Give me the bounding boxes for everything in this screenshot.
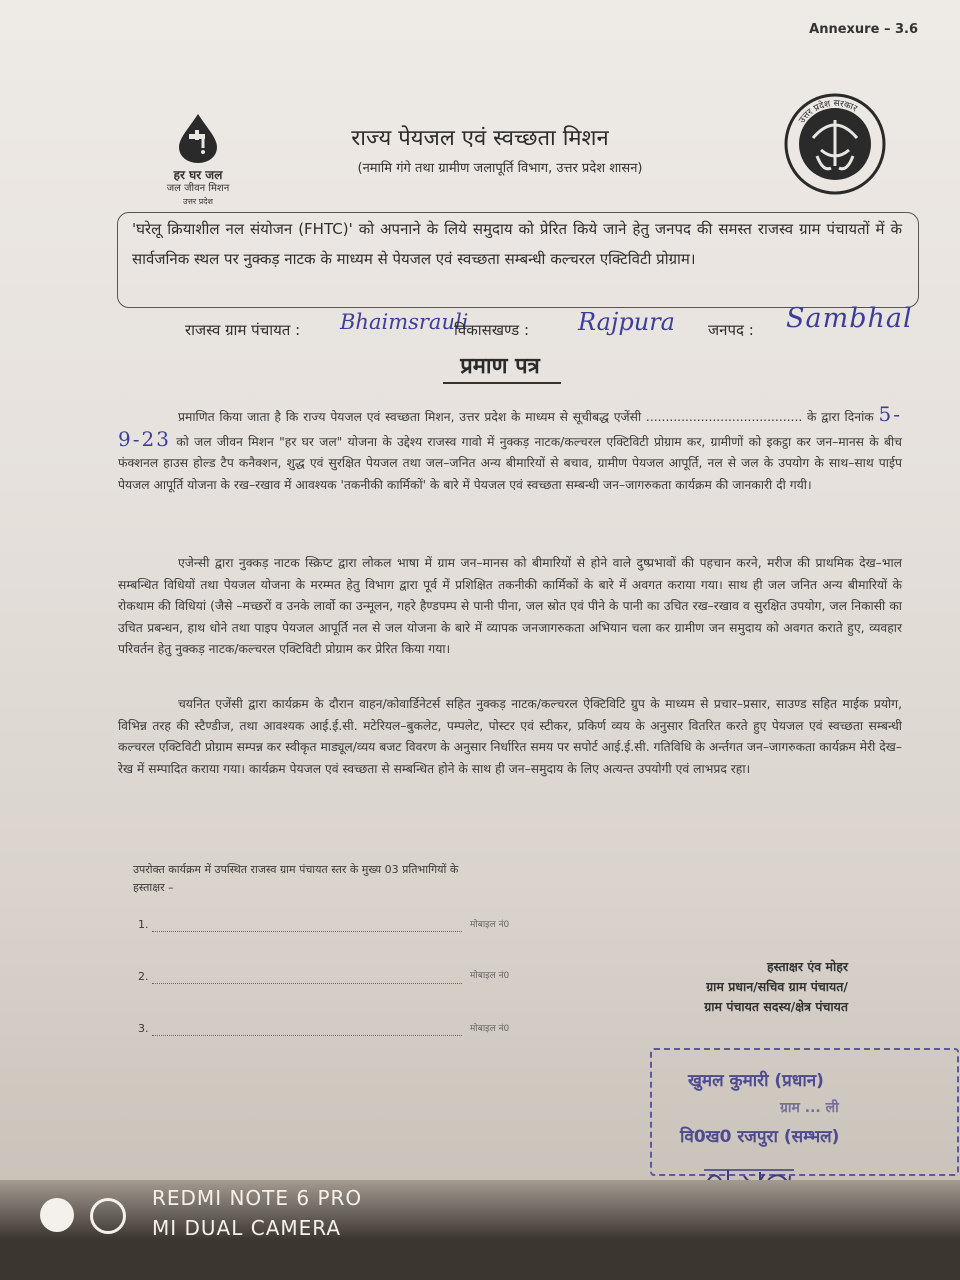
logo-line-3: उत्तर प्रदेश	[183, 197, 213, 206]
signature-3-mobile: मोबाइल नं0	[470, 1024, 510, 1034]
signature-2-number: 2.	[138, 970, 149, 983]
authority-line-1: हस्ताक्षर एंव मोहर	[767, 959, 848, 974]
photo-bottom-shadow	[0, 1180, 960, 1280]
paragraph-1-end: को जल जीवन मिशन "हर घर जल" योजना के उद्देश्य राजस्व गावो में नुक्कड़ नाटक/कल्चरल एक्टिविटी प्रोग्राम कर, ग्रामीणों को इकट्ठा कर जन–मानस के बीच फंक्शनल हाउस होल्ड टैप कनैक्शन, शुद्ध एवं सुरक्षित पेयजल तथा जल–जनित अन्य बीमारियों से बचाव, ग्रामीण पेयजल आपूर्ति, नल से जल के उपयोग के साथ–साथ पाईप पेयजल आपूर्ति योजना के रख–रखाव में आवश्यक 'तकनीकी कार्मिकों' के बारे में पेयजल एवं स्वच्छता सम्बन्धी जन–जागरुकता कार्यक्रम की जानकारी दी गयी।	[118, 434, 902, 492]
logo-line-1: हर घर जल	[173, 168, 223, 182]
signature-2-mobile: मोबाइल नं0	[470, 971, 510, 981]
signature-1-number: 1.	[138, 918, 149, 931]
participants-text: उपरोक्त कार्यक्रम में उपस्थित राजस्व ग्राम पंचायत स्तर के मुख्य 03 प्रतिभागियों के	[133, 863, 459, 876]
annexure-label: Annexure – 3.6	[809, 22, 918, 37]
district-label: जनपद :	[708, 321, 754, 339]
block-value: Rajpura	[578, 308, 675, 336]
watermark-line-1: REDMI NOTE 6 PRO	[152, 1186, 363, 1210]
page-subtitle: (नमामि गंगे तथा ग्रामीण जलापूर्ति विभाग, उत्तर प्रदेश शासन)	[357, 161, 643, 176]
district-value: Sambhal	[786, 303, 913, 334]
paragraph-2: एजेन्सी द्वारा नुक्कड़ नाटक स्क्रिप्ट द्वारा लोकल भाषा में ग्राम जन–मानस को बीमारियों से होने वाले दुष्प्रभावों की पहचान करने, मरीज की प्राथमिक देख–भाल सम्बन्धित विधियों तथा पेयजल योजना के मरम्मत हेतु विभाग द्वारा पूर्व में प्रशिक्षित तकनीकी कार्मिकों के बारे में अवगत कराया गया। साथ ही जल जनित अन्य बीमारियों के रोकथाम की विधियां (जैसे –मच्छरों व उनके लार्वो का उन्मूलन, गहरे हैण्डपम्प से पानी पीना, जल स्रोत एवं पीने के पानी का उचित रख–रखाव व सुरक्षित उपयोग, जल निकासी का उचित प्रबन्धन, हाथ धोने तथा पाइप पेयजल आपूर्ति नल से जल योजना के बारे में व्यापक जनजागरुकता अभियान चला कर ग्रामीण जन समुदाय को अवगत कराते हुए, व्यवहार परिवर्तन हेतु नुक्कड़ नाटक/कल्चरल एक्टिविटी प्रोग्राम कर प्रेरित किया गया।	[118, 556, 902, 656]
block-label: विकासखण्ड :	[454, 321, 530, 339]
watermark-dot-filled	[40, 1198, 74, 1232]
signature-3-line	[152, 1034, 462, 1036]
authority-line-3: ग्राम पंचायत सदस्य/क्षेत्र पंचायत	[704, 999, 848, 1014]
watermark-dot-outline	[90, 1198, 126, 1234]
page-title: राज्य पेयजल एवं स्वच्छता मिशन	[351, 126, 609, 151]
stamp-line-1: खुमल कुमारी (प्रधान)	[688, 1071, 824, 1091]
paragraph-1-start: प्रमाणित किया जाता है कि राज्य पेयजल एवं स्वच्छता मिशन, उत्तर प्रदेश के माध्यम से सूचीबद्ध एजेंसी ........................................ के द्वारा दिनांक	[178, 410, 874, 424]
signature-2-line	[152, 982, 462, 984]
logo-line-2: जल जीवन मिशन	[166, 183, 230, 194]
signature-3-number: 3.	[138, 1022, 149, 1035]
paragraph-3: चयनित एजेंसी द्वारा कार्यक्रम के दौरान वाहन/कोवार्डिनेटर्स सहित नुक्कड़ नाटक/कल्चरल ऐक्टिविटि ग्रुप के माध्यम से प्रचार–प्रसार, साउण्ड सहित माईक प्रयोग, विभिन्न तरह की स्टैण्डीज, तथा आवश्यक आई.ई.सी. मटेरियल–बुकलेट, पम्पलेट, पोस्टर एवं स्टीकर, प्रकिर्ण व्यय के अनुसार वितरित करते हुए पेयजल एवं स्वच्छता सम्बन्धी कल्चरल एक्टिविटी प्रोग्राम सम्पन्न कर स्वीकृत माड्यूल/व्यय बजट विवरण के अनुसार निर्धारित समय पर सपोर्ट आई.ई.सी. गतिविधि के अर्न्तगत जन–जागरुकता कार्यक्रम मेरी देख–रेख में सम्पादित कराया गया। कार्यक्रम पेयजल एवं स्वच्छता से सम्बन्धित होने के साथ ही जन–समुदाय के लिए अत्यन्त उपयोगी एवं लाभप्रद रहा।	[118, 697, 902, 776]
stamp-line-2: ग्राम ... ली	[780, 1100, 839, 1116]
emblem-text: उत्तर प्रदेश सरकार	[797, 98, 859, 126]
authority-block	[608, 957, 848, 1017]
panchayat-value: Bhaimsrauli	[340, 310, 469, 334]
title-underline	[443, 382, 561, 384]
program-description: 'घरेलू क्रियाशील नल संयोजन (FHTC)' को अपनाने के लिये समुदाय को प्रेरित किये जाने हेतु जनपद की समस्त राजस्व ग्राम पंचायतों में के सार्वजनिक स्थल पर नुक्कड़ नाटक के माध्यम से पेयजल एवं स्वच्छता सम्बन्धी कल्चरल एक्टिविटी प्रोग्राम।	[132, 220, 902, 268]
participants-signature-label: हस्ताक्षर –	[133, 881, 174, 894]
program-date: 5-9-23	[118, 402, 902, 451]
authority-line-2: ग्राम प्रधान/सचिव ग्राम पंचायत/	[706, 979, 848, 994]
signature-1-line	[152, 930, 462, 932]
signature-1-mobile: मोबाइल नं0	[470, 920, 510, 930]
certificate-title: प्रमाण पत्र	[460, 354, 540, 379]
watermark-line-2: MI DUAL CAMERA	[152, 1216, 342, 1240]
panchayat-label: राजस्व ग्राम पंचायत :	[185, 321, 301, 339]
stamp-line-3: वि0ख0 रजपुरा (सम्भल)	[680, 1127, 840, 1147]
paragraph-1	[118, 404, 902, 496]
